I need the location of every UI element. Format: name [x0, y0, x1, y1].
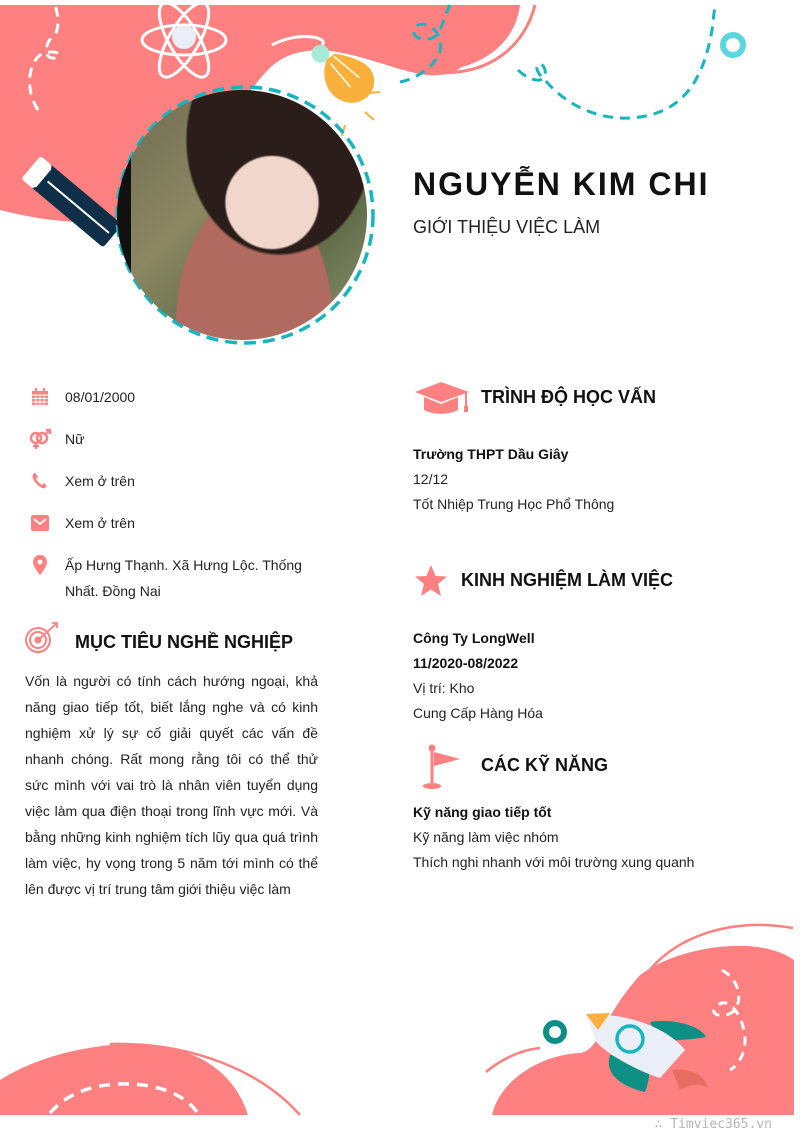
- education-details: [413, 442, 614, 517]
- work-period: 11/2020-08/2022: [413, 655, 519, 671]
- contact-list: [28, 384, 328, 620]
- career-goal-text: Vốn là người có tính cách hướng ngoại, khả năng giao tiếp tốt, biết lắng nghe và có kinh nghiệm xử lý sự cố giải quyết các vấn đề nhanh chóng. Rất mong rằng tôi có thể thử sức mình với vai trò là nhân viên tuyển dụng việc làm qua điện thoại trong lĩnh vực mới. Và bằng những kinh nghiệm tích lũy qua quá trình làm việc, hy vọng trong 5 năm tới mình có thể lên được vị trí trung tâm giới thiệu việc làm: [25, 673, 318, 897]
- skill-item: Thích nghi nhanh với môi trường xung quanh: [413, 854, 695, 870]
- email-icon: [28, 511, 52, 535]
- company-name: Công Ty LongWell: [413, 630, 535, 646]
- skill-item: Kỹ năng giao tiếp tốt: [413, 804, 552, 820]
- star-icon: [413, 563, 449, 604]
- contact-birthdate: 08/01/2000: [28, 384, 328, 410]
- job-title: GIỚI THIỆU VIỆC LÀM: [413, 217, 601, 237]
- watermark: ∴ Timviec365.vn: [654, 1117, 772, 1132]
- contact-gender: Nữ: [28, 426, 328, 452]
- phone-icon: [28, 469, 52, 493]
- graduation-cap-icon: [413, 380, 471, 419]
- education-title: TRÌNH ĐỘ HỌC VẤN: [481, 387, 656, 407]
- school-grade: 12/12: [413, 471, 449, 487]
- target-icon: [24, 620, 60, 661]
- gender-icon: [28, 427, 52, 451]
- candidate-name: NGUYỄN KIM CHI: [413, 166, 710, 202]
- school-name: Trường THPT Dầu Giây: [413, 446, 569, 462]
- flag-icon: [420, 744, 464, 795]
- skills-list: [413, 800, 694, 875]
- work-description: Cung Cấp Hàng Hóa: [413, 705, 543, 721]
- location-pin-icon: [28, 553, 52, 577]
- experience-details: [413, 626, 543, 726]
- career-goal-title: MỤC TIÊU NGHỀ NGHIỆP: [75, 632, 294, 652]
- profile-photo: [117, 90, 367, 340]
- calendar-icon: [28, 385, 52, 409]
- work-position: Vị trí: Kho: [413, 680, 475, 696]
- rocket-icon: [546, 1013, 708, 1092]
- contact-email: Xem ở trên: [28, 510, 328, 536]
- contact-phone: Xem ở trên: [28, 468, 328, 494]
- skills-title: CÁC KỸ NĂNG: [481, 755, 609, 775]
- skill-item: Kỹ năng làm việc nhóm: [413, 829, 559, 845]
- experience-title: KINH NGHIỆM LÀM VIỆC: [461, 570, 674, 590]
- education-description: Tốt Nhiệp Trung Học Phổ Thông: [413, 496, 615, 512]
- contact-address: Ấp Hưng Thạnh. Xã Hưng Lộc. Thống Nhất. Đồng Nai: [28, 552, 328, 604]
